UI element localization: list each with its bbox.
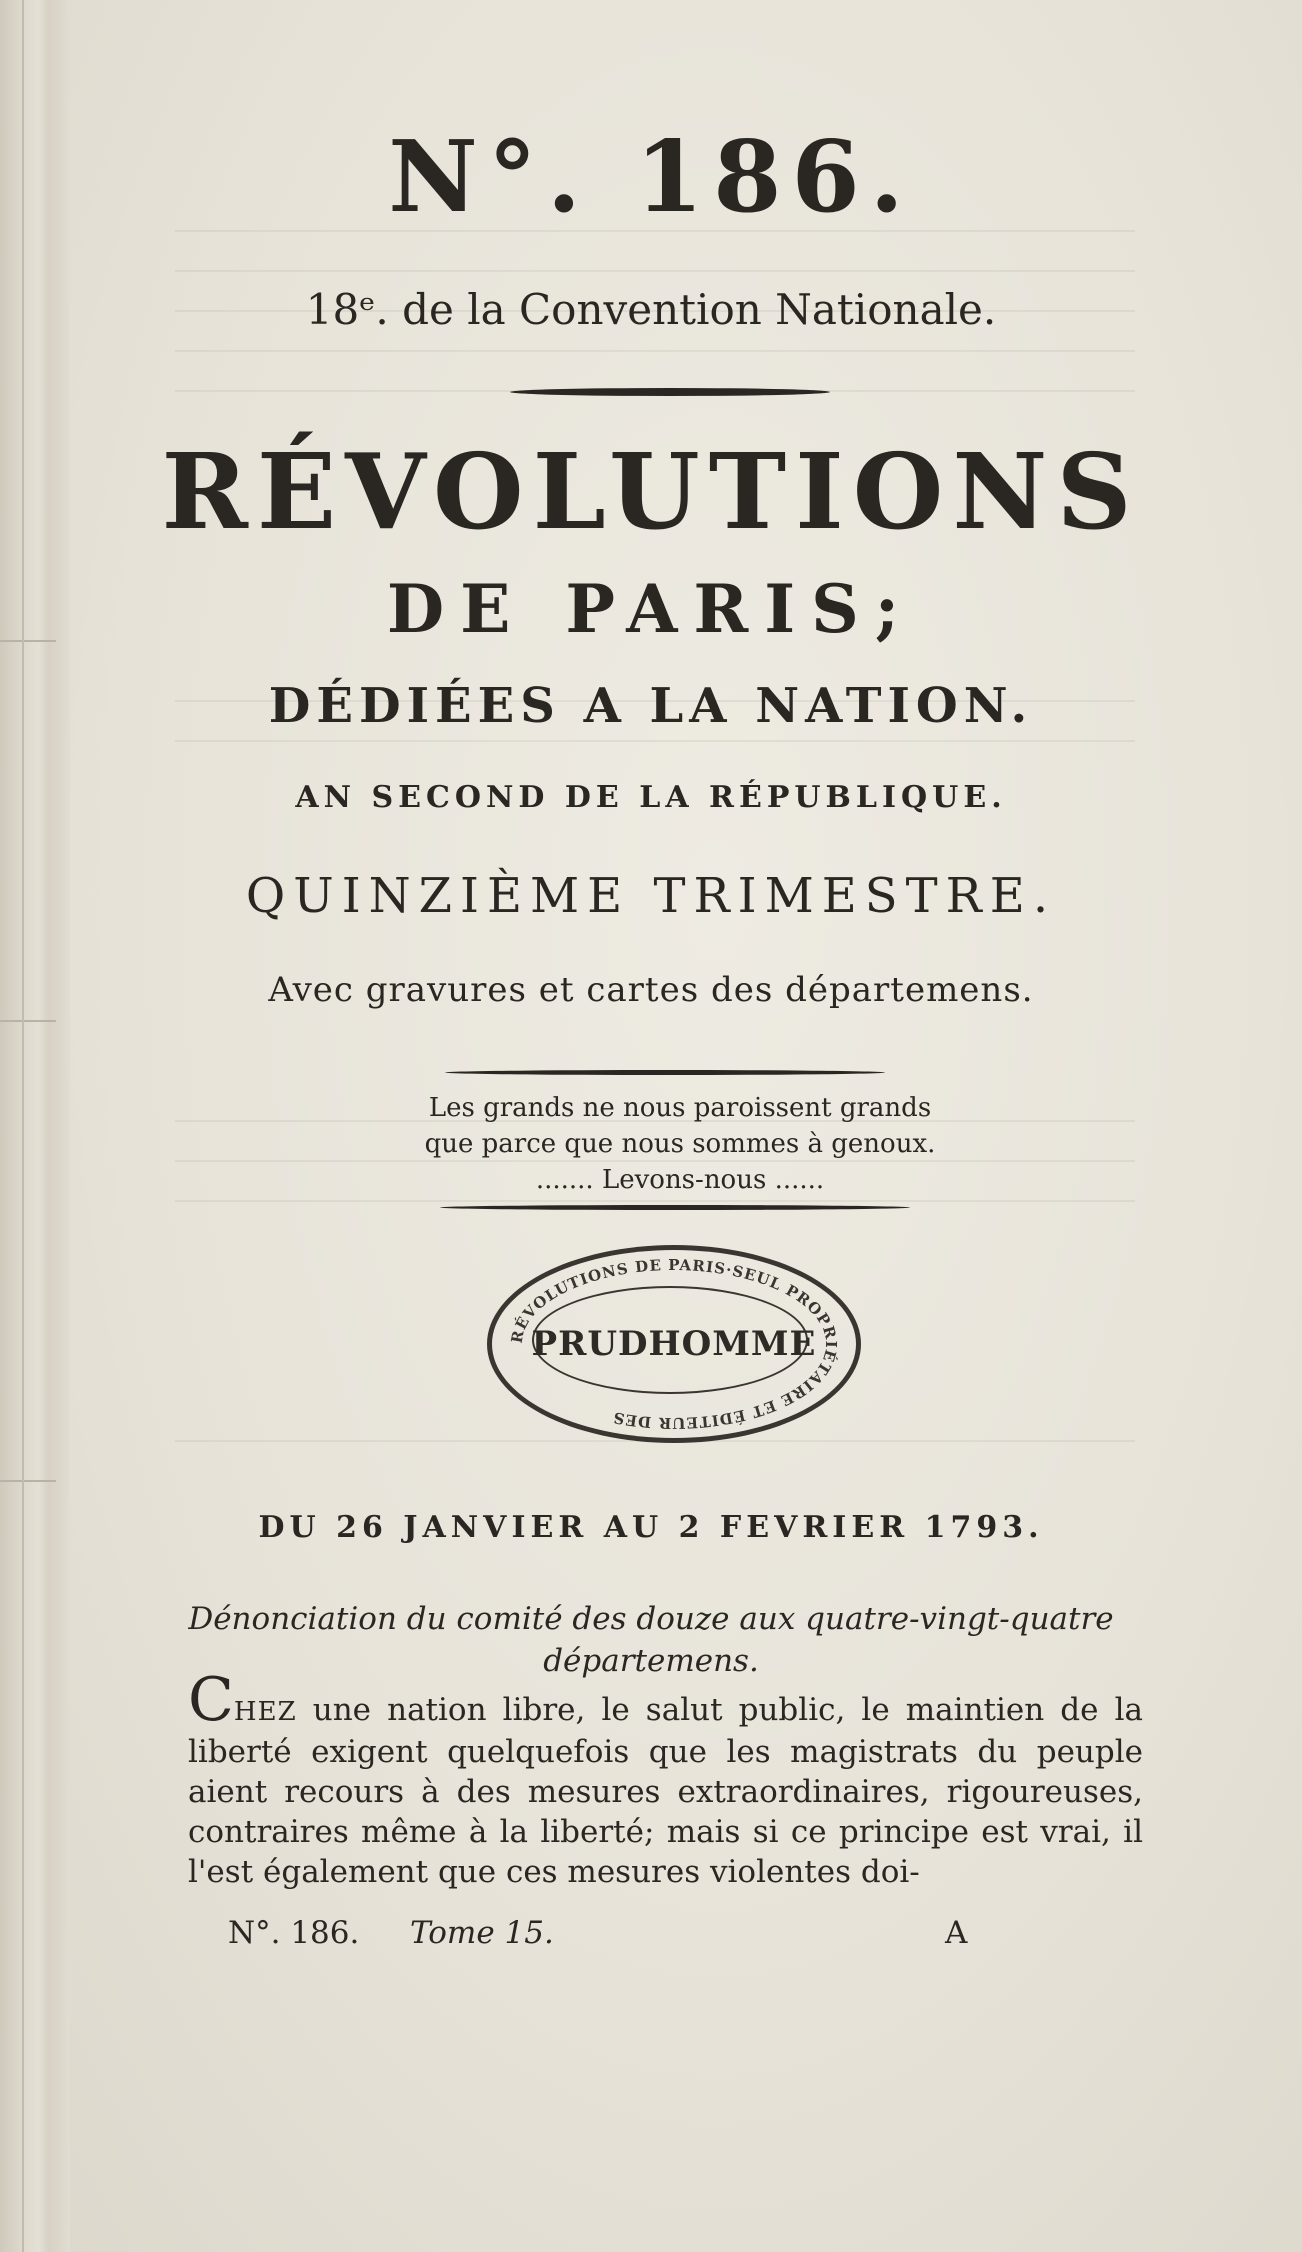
motto-bottom-rule xyxy=(440,1205,910,1210)
small-caps: HEZ xyxy=(233,1697,297,1727)
footer-tome: Tome 15. xyxy=(410,1915,554,1951)
issue-date-range: DU 26 JANVIER AU 2 FEVRIER 1793. xyxy=(258,1510,1044,1545)
svg-text:RÉVOLUTIONS DE PARIS·SEUL PROP: RÉVOLUTIONS DE PARIS·SEUL PROPRIÉTAIRE ET ÉDITEUR DES xyxy=(507,1255,841,1433)
dedication-line: DÉDIÉES A LA NATION. xyxy=(268,678,1034,734)
show-through xyxy=(175,350,1135,352)
trimester-line: QUINZIÈME TRIMESTRE. xyxy=(245,868,1057,924)
binding-edge xyxy=(0,0,70,2252)
headline-line: Dénonciation du comité des douze aux quatre-vingt-quatre xyxy=(188,1601,1114,1637)
show-through xyxy=(175,270,1135,272)
motto-top-rule xyxy=(445,1070,885,1075)
motto-line: Les grands ne nous paroissent grands xyxy=(428,1093,932,1123)
convention-line: 18ᵉ. de la Convention Nationale. xyxy=(305,285,997,334)
top-rule xyxy=(510,388,830,396)
drop-cap: C xyxy=(188,1665,234,1735)
publisher-stamp xyxy=(487,1245,861,1443)
issue-number: N°. 186. xyxy=(388,120,914,235)
motto-line: ....... Levons-nous ...... xyxy=(535,1165,825,1195)
body-paragraph: une nation libre, le salut public, le maintien de la liberté exigent quelquefois que les magistrats du peuple aient recours à des mesures extraordinaires, rigoureuses, contraires même à la liberté; mais si ce principe est vrai, il l'est également que ces mesures violentes doi- xyxy=(188,1692,1143,1890)
republic-year: AN SECOND DE LA RÉPUBLIQUE. xyxy=(295,780,1007,815)
show-through xyxy=(175,740,1135,742)
headline-line: départemens. xyxy=(543,1643,759,1679)
motto-line: que parce que nous sommes à genoux. xyxy=(424,1129,936,1159)
show-through xyxy=(175,1200,1135,1202)
masthead-city: DE PARIS; xyxy=(386,570,916,648)
signature-mark: A xyxy=(945,1915,968,1951)
subtitle-line: Avec gravures et cartes des départemens. xyxy=(268,970,1034,1010)
fold-crease xyxy=(0,1020,56,1022)
masthead-title: RÉVOLUTIONS xyxy=(161,430,1141,553)
footer-issue: N°. 186. xyxy=(228,1915,360,1951)
stamp-name: PRUDHOMME xyxy=(531,1324,817,1364)
article-body xyxy=(188,1665,1143,1892)
fold-crease xyxy=(0,1480,56,1482)
